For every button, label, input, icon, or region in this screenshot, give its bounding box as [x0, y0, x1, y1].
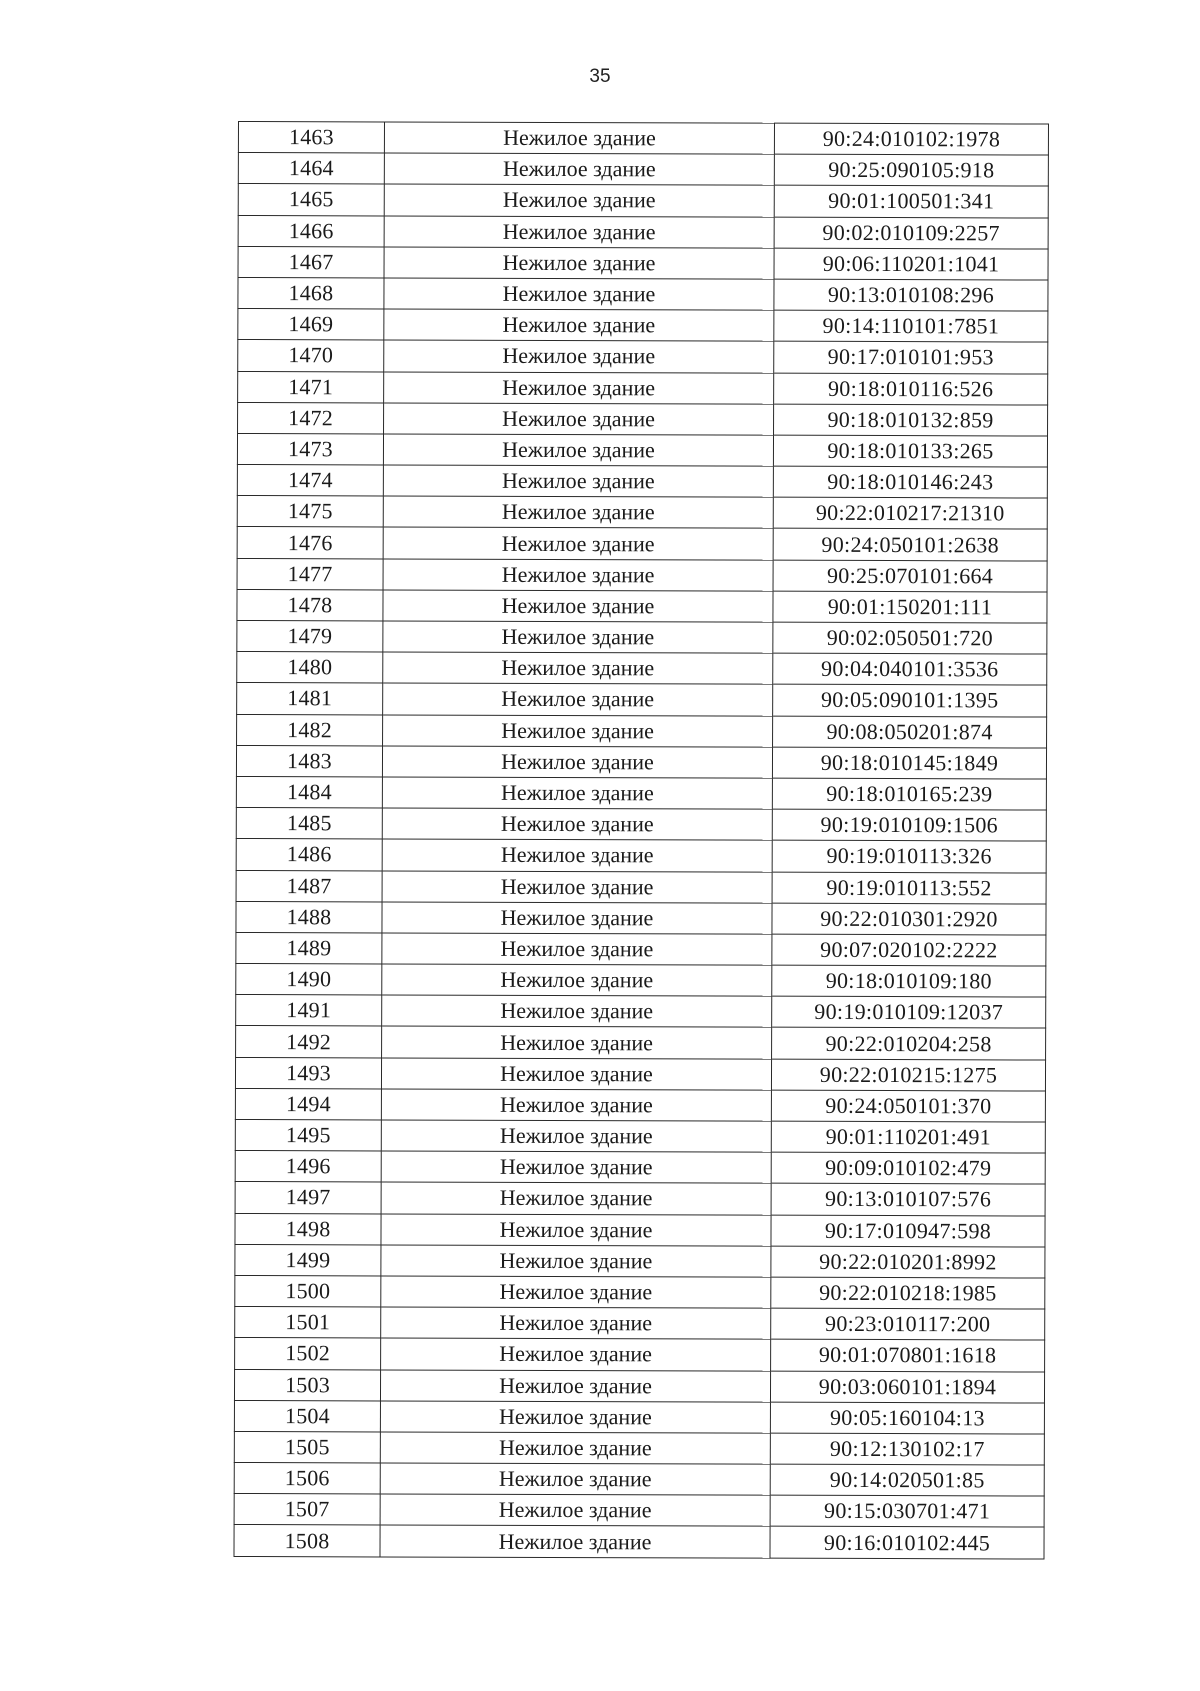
cadastral-number-cell: 90:18:010165:239 — [772, 778, 1046, 810]
cadastral-number-cell: 90:22:010301:2920 — [772, 903, 1046, 935]
row-number-cell: 1506 — [234, 1463, 380, 1495]
table-row — [238, 277, 1048, 311]
object-name-cell: Нежилое здание — [384, 403, 774, 435]
cadastral-number-cell: 90:13:010107:576 — [771, 1184, 1045, 1216]
cadastral-number-cell: 90:18:010109:180 — [772, 965, 1046, 997]
table-row — [236, 964, 1046, 998]
object-name-cell: Нежилое здание — [382, 902, 772, 934]
object-name-cell: Нежилое здание — [384, 371, 774, 403]
object-name-cell: Нежилое здание — [383, 652, 773, 684]
row-number-cell: 1496 — [235, 1151, 381, 1183]
registry-table-body — [234, 122, 1049, 1559]
table-row — [236, 995, 1046, 1029]
cadastral-number-cell: 90:18:010146:243 — [773, 466, 1047, 498]
object-name-cell: Нежилое здание — [381, 1276, 771, 1308]
cadastral-number-cell: 90:01:100501:341 — [774, 186, 1048, 218]
row-number-cell: 1497 — [235, 1182, 381, 1214]
table-row — [235, 1275, 1045, 1309]
object-name-cell: Нежилое здание — [382, 777, 772, 809]
row-number-cell: 1495 — [235, 1119, 381, 1151]
cadastral-number-cell: 90:06:110201:1041 — [774, 248, 1048, 280]
cadastral-number-cell: 90:12:130102:17 — [770, 1433, 1044, 1465]
object-name-cell: Нежилое здание — [384, 340, 774, 372]
object-name-cell: Нежилое здание — [382, 995, 772, 1027]
cadastral-number-cell: 90:13:010108:296 — [774, 279, 1048, 311]
table-row — [238, 340, 1048, 374]
row-number-cell: 1475 — [237, 496, 383, 528]
object-name-cell: Нежилое здание — [382, 1026, 772, 1058]
row-number-cell: 1491 — [236, 995, 382, 1027]
table-row — [237, 683, 1047, 717]
cadastral-number-cell: 90:25:070101:664 — [773, 560, 1047, 592]
object-name-cell: Нежилое здание — [384, 278, 774, 310]
table-row — [234, 1369, 1044, 1403]
cadastral-number-cell: 90:05:090101:1395 — [773, 685, 1047, 717]
cadastral-number-cell: 90:18:010116:526 — [774, 373, 1048, 405]
cadastral-number-cell: 90:01:150201:111 — [773, 591, 1047, 623]
object-name-cell: Нежилое здание — [381, 1120, 771, 1152]
row-number-cell: 1487 — [236, 870, 382, 902]
cadastral-number-cell: 90:14:110101:7851 — [774, 310, 1048, 342]
row-number-cell: 1477 — [237, 558, 383, 590]
cadastral-number-cell: 90:24:050101:2638 — [773, 529, 1047, 561]
row-number-cell: 1503 — [234, 1369, 380, 1401]
cadastral-number-cell: 90:01:110201:491 — [771, 1121, 1045, 1153]
cadastral-number-cell: 90:22:010204:258 — [772, 1028, 1046, 1060]
object-name-cell: Нежилое здание — [384, 184, 774, 216]
row-number-cell: 1494 — [235, 1088, 381, 1120]
row-number-cell: 1479 — [237, 620, 383, 652]
row-number-cell: 1480 — [237, 652, 383, 684]
row-number-cell: 1490 — [236, 964, 382, 996]
cadastral-number-cell: 90:25:090105:918 — [774, 154, 1048, 186]
row-number-cell: 1463 — [238, 122, 384, 154]
cadastral-number-cell: 90:17:010101:953 — [774, 341, 1048, 373]
cadastral-number-cell: 90:24:010102:1978 — [774, 123, 1048, 155]
object-name-cell: Нежилое здание — [384, 247, 774, 279]
object-name-cell: Нежилое здание — [384, 216, 774, 248]
row-number-cell: 1498 — [235, 1213, 381, 1245]
row-number-cell: 1468 — [238, 277, 384, 309]
table-row — [235, 1307, 1045, 1341]
table-row — [234, 1463, 1044, 1497]
row-number-cell: 1466 — [238, 215, 384, 247]
table-row — [237, 496, 1047, 530]
row-number-cell: 1465 — [238, 184, 384, 216]
object-name-cell: Нежилое здание — [381, 1182, 771, 1214]
object-name-cell: Нежилое здание — [380, 1525, 770, 1557]
table-row — [234, 1525, 1044, 1559]
row-number-cell: 1474 — [237, 465, 383, 497]
table-row — [236, 839, 1046, 873]
table-row — [236, 932, 1046, 966]
object-name-cell: Нежилое здание — [384, 122, 774, 154]
object-name-cell: Нежилое здание — [383, 496, 773, 528]
cadastral-number-cell: 90:19:010113:552 — [772, 872, 1046, 904]
object-name-cell: Нежилое здание — [383, 527, 773, 559]
cadastral-number-cell: 90:04:040101:3536 — [773, 653, 1047, 685]
object-name-cell: Нежилое здание — [382, 933, 772, 965]
row-number-cell: 1478 — [237, 589, 383, 621]
row-number-cell: 1499 — [235, 1244, 381, 1276]
table-row — [235, 1088, 1045, 1122]
table-row — [235, 1182, 1045, 1216]
object-name-cell: Нежилое здание — [384, 309, 774, 341]
object-name-cell: Нежилое здание — [383, 683, 773, 715]
table-row — [237, 714, 1047, 748]
object-name-cell: Нежилое здание — [380, 1432, 770, 1464]
row-number-cell: 1488 — [236, 901, 382, 933]
object-name-cell: Нежилое здание — [380, 1463, 770, 1495]
table-row — [234, 1431, 1044, 1465]
row-number-cell: 1472 — [238, 402, 384, 434]
cadastral-number-cell: 90:09:010102:479 — [771, 1152, 1045, 1184]
table-row — [234, 1494, 1044, 1528]
object-name-cell: Нежилое здание — [383, 559, 773, 591]
object-name-cell: Нежилое здание — [383, 590, 773, 622]
row-number-cell: 1486 — [236, 839, 382, 871]
cadastral-number-cell: 90:17:010947:598 — [771, 1215, 1045, 1247]
cadastral-number-cell: 90:01:070801:1618 — [771, 1339, 1045, 1371]
table-row — [236, 745, 1046, 779]
object-name-cell: Нежилое здание — [381, 1307, 771, 1339]
cadastral-number-cell: 90:18:010133:265 — [773, 435, 1047, 467]
table-row — [236, 776, 1046, 810]
row-number-cell: 1505 — [234, 1431, 380, 1463]
cadastral-number-cell: 90:23:010117:200 — [771, 1308, 1045, 1340]
row-number-cell: 1470 — [238, 340, 384, 372]
table-row — [237, 620, 1047, 654]
object-name-cell: Нежилое здание — [383, 621, 773, 653]
row-number-cell: 1500 — [235, 1275, 381, 1307]
table-row — [238, 246, 1048, 280]
object-name-cell: Нежилое здание — [384, 153, 774, 185]
cadastral-number-cell: 90:18:010132:859 — [774, 404, 1048, 436]
row-number-cell: 1464 — [238, 153, 384, 185]
page-number: 35 — [589, 66, 611, 87]
table-row — [235, 1119, 1045, 1153]
table-row — [235, 1057, 1045, 1091]
table-row — [236, 901, 1046, 935]
object-name-cell: Нежилое здание — [382, 839, 772, 871]
cadastral-number-cell: 90:22:010201:8992 — [771, 1246, 1045, 1278]
object-name-cell: Нежилое здание — [381, 1151, 771, 1183]
cadastral-number-cell: 90:19:010113:326 — [772, 840, 1046, 872]
cadastral-number-cell: 90:05:160104:13 — [770, 1402, 1044, 1434]
cadastral-number-cell: 90:22:010218:1985 — [771, 1277, 1045, 1309]
table-row — [237, 465, 1047, 499]
cadastral-number-cell: 90:03:060101:1894 — [770, 1371, 1044, 1403]
table-row — [237, 433, 1047, 467]
row-number-cell: 1501 — [235, 1307, 381, 1339]
cadastral-number-cell: 90:02:050501:720 — [773, 622, 1047, 654]
table-row — [238, 309, 1048, 343]
table-row — [237, 558, 1047, 592]
row-number-cell: 1507 — [234, 1494, 380, 1526]
object-name-cell: Нежилое здание — [381, 1338, 771, 1370]
table-row — [238, 122, 1048, 156]
cadastral-number-cell: 90:18:010145:1849 — [772, 747, 1046, 779]
table-row — [238, 371, 1048, 405]
row-number-cell: 1481 — [237, 683, 383, 715]
cadastral-number-cell: 90:19:010109:1506 — [772, 809, 1046, 841]
row-number-cell: 1469 — [238, 309, 384, 341]
cadastral-number-cell: 90:08:050201:874 — [773, 716, 1047, 748]
table-row — [237, 589, 1047, 623]
object-name-cell: Нежилое здание — [381, 1089, 771, 1121]
object-name-cell: Нежилое здание — [381, 1058, 771, 1090]
object-name-cell: Нежилое здание — [383, 434, 773, 466]
cadastral-number-cell: 90:16:010102:445 — [770, 1527, 1044, 1559]
object-name-cell: Нежилое здание — [380, 1369, 770, 1401]
object-name-cell: Нежилое здание — [382, 964, 772, 996]
object-name-cell: Нежилое здание — [383, 715, 773, 747]
table-row — [235, 1338, 1045, 1372]
row-number-cell: 1502 — [235, 1338, 381, 1370]
cadastral-number-cell: 90:07:020102:2222 — [772, 934, 1046, 966]
table-row — [235, 1151, 1045, 1185]
object-name-cell: Нежилое здание — [380, 1494, 770, 1526]
row-number-cell: 1493 — [235, 1057, 381, 1089]
object-name-cell: Нежилое здание — [383, 465, 773, 497]
table-row — [238, 153, 1048, 187]
row-number-cell: 1483 — [236, 745, 382, 777]
table-row — [236, 870, 1046, 904]
table-row — [236, 1026, 1046, 1060]
table-row — [235, 1244, 1045, 1278]
table-row — [238, 402, 1048, 436]
row-number-cell: 1467 — [238, 246, 384, 278]
cadastral-number-cell: 90:24:050101:370 — [771, 1090, 1045, 1122]
table-row — [236, 808, 1046, 842]
object-name-cell: Нежилое здание — [381, 1245, 771, 1277]
row-number-cell: 1476 — [237, 527, 383, 559]
object-name-cell: Нежилое здание — [381, 1214, 771, 1246]
cadastral-number-cell: 90:02:010109:2257 — [774, 217, 1048, 249]
object-name-cell: Нежилое здание — [380, 1401, 770, 1433]
row-number-cell: 1471 — [238, 371, 384, 403]
table-row — [234, 1400, 1044, 1434]
row-number-cell: 1485 — [236, 808, 382, 840]
cadastral-number-cell: 90:22:010217:21310 — [773, 497, 1047, 529]
object-name-cell: Нежилое здание — [382, 746, 772, 778]
row-number-cell: 1508 — [234, 1525, 380, 1557]
row-number-cell: 1482 — [237, 714, 383, 746]
property-registry-table — [233, 121, 1049, 1559]
row-number-cell: 1473 — [237, 433, 383, 465]
object-name-cell: Нежилое здание — [382, 808, 772, 840]
table-row — [238, 184, 1048, 218]
table-row — [235, 1213, 1045, 1247]
row-number-cell: 1489 — [236, 932, 382, 964]
table-row — [238, 215, 1048, 249]
row-number-cell: 1504 — [234, 1400, 380, 1432]
cadastral-number-cell: 90:15:030701:471 — [770, 1495, 1044, 1527]
row-number-cell: 1484 — [236, 776, 382, 808]
row-number-cell: 1492 — [236, 1026, 382, 1058]
cadastral-number-cell: 90:14:020501:85 — [770, 1464, 1044, 1496]
cadastral-number-cell: 90:22:010215:1275 — [771, 1059, 1045, 1091]
cadastral-number-cell: 90:19:010109:12037 — [772, 996, 1046, 1028]
table-row — [237, 652, 1047, 686]
object-name-cell: Нежилое здание — [382, 870, 772, 902]
table-row — [237, 527, 1047, 561]
